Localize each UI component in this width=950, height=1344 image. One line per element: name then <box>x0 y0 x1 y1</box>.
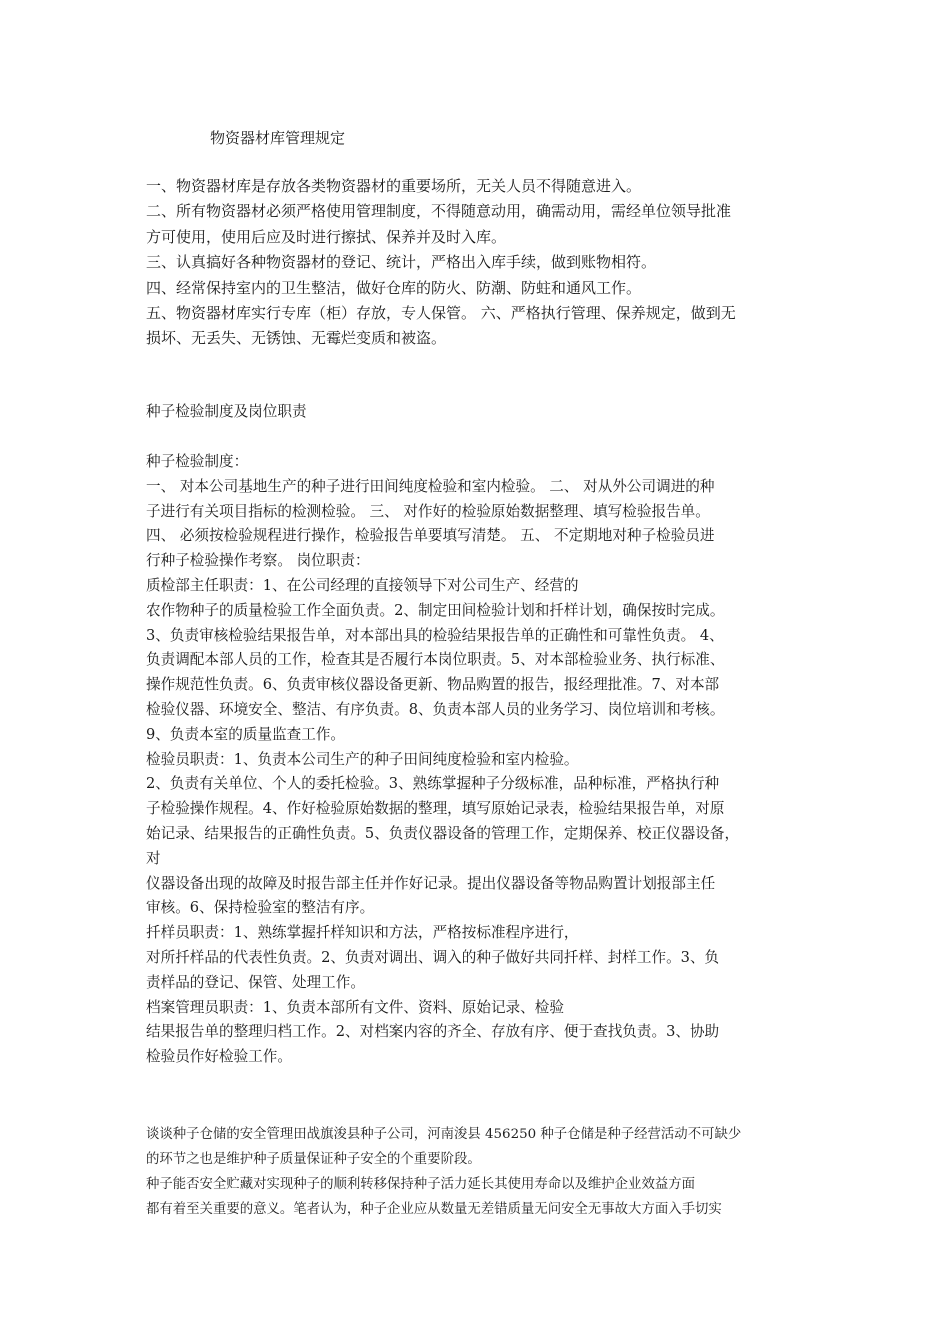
section-title-seed-inspection: 种子检验制度及岗位职责 <box>146 403 307 420</box>
text-line: 子检验操作规程。4、作好检验原始数据的整理，填写原始记录表，检验结果报告单，对原 <box>146 800 725 818</box>
text-line: 子进行有关项目指标的检测检验。 三、 对作好的检验原始数据整理、填写检验报告单。 <box>146 502 710 520</box>
text-line: 二、所有物资器材必须严格使用管理制度，不得随意动用，确需动用，需经单位领导批准 <box>146 202 732 221</box>
text-line: 损坏、无丢失、无锈蚀、无霉烂变质和被盗。 <box>146 329 447 348</box>
text-line: 操作规范性负责。6、负责审核仪器设备更新、物品购置的报告，报经理批准。7、对本部 <box>146 676 720 694</box>
text-line: 方可使用，使用后应及时进行擦拭、保养并及时入库。 <box>146 227 507 246</box>
text-line: 3、负责审核检验结果报告单，对本部出具的检验结果报告单的正确性和可靠性负责。 4、 <box>146 626 724 644</box>
text-line: 行种子检验操作考察。 岗位职责： <box>146 552 370 570</box>
text-line: 结果报告单的整理归档工作。2、对档案内容的齐全、存放有序、便于查找负责。3、协助 <box>146 1023 720 1041</box>
text-line: 五、物资器材库实行专库（柜）存放，专人保管。 六、严格执行管理、保养规定，做到无 <box>146 304 736 323</box>
text-line: 四、 必须按检验规程进行操作，检验报告单要填写清楚。 五、 不定期地对种子检验员进 <box>146 527 715 545</box>
text-line: 档案管理员职责：1、负责本部所有文件、资料、原始记录、检验 <box>146 998 564 1016</box>
text-line: 检验员作好检验工作。 <box>146 1048 292 1066</box>
text-line: 谈谈种子仓储的安全管理田战旗浚县种子公司，河南浚县 456250 种子仓储是种子经营活动不可缺少 <box>146 1127 742 1142</box>
text-line: 审核。6、保持检验室的整洁有序。 <box>146 899 375 917</box>
section-title-materials: 物资器材库管理规定 <box>210 129 346 147</box>
section-materials-body <box>146 174 826 352</box>
text-line: 责样品的登记、保管、处理工作。 <box>146 973 365 991</box>
section-seed-inspection-body <box>146 450 826 1070</box>
text-line: 种子能否安全贮藏对实现种子的顺利转移保持种子活力延长其使用寿命以及维护企业效益方面 <box>146 1177 696 1192</box>
text-line: 对所扦样品的代表性负责。2、负责对调出、调入的种子做好共同扦样、封样工作。3、负 <box>146 948 720 966</box>
text-line: 检验员职责：1、负责本公司生产的种子田间纯度检验和室内检验。 <box>146 750 579 768</box>
text-line: 一、 对本公司基地生产的种子进行田间纯度检验和室内检验。 二、 对从外公司调进的种 <box>146 477 715 495</box>
text-line: 始记录、结果报告的正确性负责。5、负责仪器设备的管理工作，定期保养、校正仪器设备， <box>146 824 740 842</box>
text-line: 质检部主任职责：1、在公司经理的直接领导下对公司生产、经营的 <box>146 576 579 594</box>
text-line: 仪器设备出现的故障及时报告部主任并作好记录。提出仪器设备等物品购置计划报部主任 <box>146 874 716 892</box>
text-line: 2、负责有关单位、个人的委托检验。3、熟练掌握种子分级标准，品种标准，严格执行种 <box>146 775 720 793</box>
text-line: 扦样员职责：1、熟练掌握扦样知识和方法，严格按标准程序进行， <box>146 924 579 942</box>
text-line: 四、经常保持室内的卫生整洁，做好仓库的防火、防潮、防蛀和通风工作。 <box>146 278 642 297</box>
text-line: 对 <box>146 849 161 867</box>
text-line: 农作物种子的质量检验工作全面负责。2、制定田间检验计划和扦样计划，确保按时完成。 <box>146 601 725 619</box>
text-line: 的环节之也是维护种子质量保证种子安全的个重要阶段。 <box>146 1152 481 1167</box>
text-line: 都有着至关重要的意义。笔者认为，种子企业应从数量无差错质量无问安全无事故大方面入手切实 <box>146 1202 722 1217</box>
text-line: 三、认真搞好各种物资器材的登记、统计，严格出入库手续，做到账物相符。 <box>146 253 657 272</box>
text-line: 一、物资器材库是存放各类物资器材的重要场所，无关人员不得随意进入。 <box>146 177 642 195</box>
text-line: 检验仪器、环境安全、整洁、有序负责。8、负责本部人员的业务学习、岗位培训和考核。 <box>146 700 725 718</box>
section-seed-storage-body <box>146 1122 826 1222</box>
text-line: 负责调配本部人员的工作，检查其是否履行本岗位职责。5、对本部检验业务、执行标准、 <box>146 651 725 669</box>
text-line: 种子检验制度： <box>146 453 249 470</box>
text-line: 9、负责本室的质量监查工作。 <box>146 725 346 743</box>
